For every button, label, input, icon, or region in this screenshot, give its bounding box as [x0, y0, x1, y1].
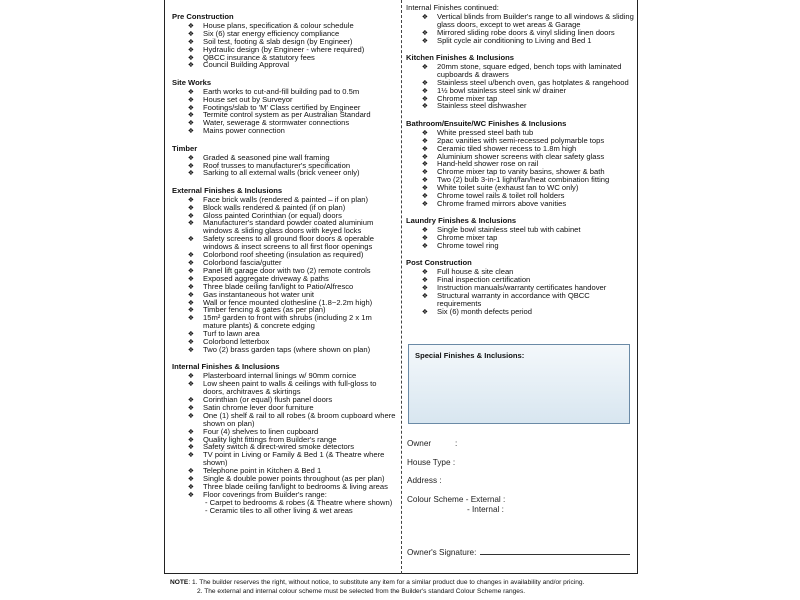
list-item-text: Safety switch & direct-wired smoke detectors [203, 442, 355, 452]
list-item-text: Council Building Approval [203, 60, 290, 70]
diamond-bullet-icon: ❖ [421, 127, 429, 137]
list-item [406, 63, 634, 79]
diamond-bullet-icon: ❖ [421, 27, 429, 37]
list-item [406, 102, 634, 110]
item-list [406, 13, 634, 45]
section [406, 4, 634, 45]
list-item-text: Satin chrome lever door furniture [203, 402, 314, 412]
list-item-text: Chrome framed mirrors above vanities [437, 198, 567, 208]
diamond-bullet-icon: ❖ [187, 426, 195, 436]
section-title: Kitchen Finishes & Inclusions [406, 53, 515, 63]
list-item-text: Two (2) bulb 3-in-1 light/fan/heat combination fitting [437, 175, 610, 185]
section-title: Internal Finishes continued: [406, 3, 499, 12]
section [172, 79, 396, 135]
diamond-bullet-icon: ❖ [187, 297, 195, 307]
signature-line[interactable] [480, 547, 630, 555]
diamond-bullet-icon: ❖ [421, 135, 429, 145]
diamond-bullet-icon: ❖ [187, 218, 195, 228]
list-item-text: Ceramic tiled shower recess to 1.8m high [437, 143, 577, 153]
diamond-bullet-icon: ❖ [421, 198, 429, 208]
list-item [406, 13, 634, 29]
diamond-bullet-icon: ❖ [187, 281, 195, 291]
list-item-text: Panel lift garage door with two (2) remote controls [203, 265, 371, 275]
diamond-bullet-icon: ❖ [421, 241, 429, 251]
diamond-bullet-icon: ❖ [187, 160, 195, 170]
list-item-text: Instruction manuals/warranty certificates handover [437, 283, 607, 293]
diamond-bullet-icon: ❖ [187, 379, 195, 389]
list-item [406, 308, 634, 316]
list-item [406, 37, 634, 45]
diamond-bullet-icon: ❖ [187, 194, 195, 204]
diamond-bullet-icon: ❖ [187, 152, 195, 162]
list-item [172, 412, 396, 428]
address-label[interactable]: Address : [407, 476, 442, 485]
note-line-2: 2. The external and internal colour scheme must be selected from the Builder's standard Colour Scheme ranges. [197, 587, 526, 595]
section-title: Pre Construction [172, 12, 234, 21]
diamond-bullet-icon: ❖ [421, 11, 429, 21]
list-item [406, 242, 634, 250]
diamond-bullet-icon: ❖ [187, 402, 195, 412]
diamond-bullet-icon: ❖ [187, 257, 195, 267]
list-item-text: Soil test, footing & slab design (by Engineer) [203, 36, 353, 46]
house-type-label[interactable]: House Type : [407, 458, 456, 467]
diamond-bullet-icon: ❖ [187, 489, 195, 499]
diamond-bullet-icon: ❖ [187, 250, 195, 260]
list-item-text: Full house & site clean [437, 267, 514, 277]
diamond-bullet-icon: ❖ [187, 313, 195, 323]
diamond-bullet-icon: ❖ [187, 36, 195, 46]
list-item-text: Sarking to all external walls (brick veneer only) [203, 168, 360, 178]
special-finishes-box[interactable] [408, 344, 630, 424]
list-item-text: Water, sewerage & stormwater connections [203, 118, 350, 128]
list-item-text: Telephone point in Kitchen & Bed 1 [203, 466, 322, 476]
diamond-bullet-icon: ❖ [421, 35, 429, 45]
item-list [406, 268, 634, 315]
list-item-text: Graded & seasoned pine wall framing [203, 152, 330, 162]
list-item-text: Block walls rendered & painted (if on plan) [203, 202, 346, 212]
section [406, 120, 634, 208]
list-item-text: Two (2) brass garden taps (where shown on plan) [203, 344, 371, 354]
diamond-bullet-icon: ❖ [187, 434, 195, 444]
list-item-text: Single bowl stainless steel tub with cabinet [437, 225, 581, 235]
list-item [172, 451, 396, 467]
list-item-text: Safety screens to all ground floor doors & operable windows & insect screens to all first floor openings [203, 234, 374, 252]
list-item-text: Wall or fence mounted clothesline (1.8~2.2m high) [203, 297, 373, 307]
list-item-text: Three blade ceiling fan/light to Patio/Alfresco [203, 281, 354, 291]
list-item-text: Chrome mixer tap [437, 233, 498, 243]
diamond-bullet-icon: ❖ [187, 168, 195, 178]
colour-scheme-internal-label[interactable]: - Internal : [467, 505, 504, 514]
item-list [172, 22, 396, 69]
list-item-text: 20mm stone, square edged, bench tops with laminated cupboards & drawers [437, 61, 622, 79]
diamond-bullet-icon: ❖ [187, 289, 195, 299]
list-item-text: Quality light fittings from Builder's range [203, 434, 337, 444]
diamond-bullet-icon: ❖ [187, 474, 195, 484]
section-title: Internal Finishes & Inclusions [172, 362, 280, 372]
section-title: External Finishes & Inclusions [172, 185, 283, 195]
diamond-bullet-icon: ❖ [187, 210, 195, 220]
section [172, 13, 396, 69]
section [406, 259, 634, 315]
diamond-bullet-icon: ❖ [187, 450, 195, 460]
item-list [172, 372, 396, 514]
item-list [406, 129, 634, 208]
list-item-text: Mains power connection [203, 126, 285, 136]
list-item [406, 292, 634, 308]
list-item [172, 380, 396, 396]
list-item-text: White pressed steel bath tub [437, 127, 534, 137]
section [406, 54, 634, 110]
list-item-text: Colorbond roof sheeting (insulation as required) [203, 250, 364, 260]
diamond-bullet-icon: ❖ [187, 371, 195, 381]
diamond-bullet-icon: ❖ [421, 233, 429, 243]
diamond-bullet-icon: ❖ [421, 93, 429, 103]
list-item-text: Roof trusses to manufacturer's specification [203, 160, 351, 170]
diamond-bullet-icon: ❖ [421, 306, 429, 316]
list-item [172, 346, 396, 354]
diamond-bullet-icon: ❖ [187, 394, 195, 404]
item-list [406, 63, 634, 110]
diamond-bullet-icon: ❖ [187, 329, 195, 339]
list-item-text: Timber fencing & gates (as per plan) [203, 305, 326, 315]
owner-label: Owner [407, 439, 432, 448]
section-title: Site Works [172, 77, 212, 87]
diamond-bullet-icon: ❖ [187, 337, 195, 347]
diamond-bullet-icon: ❖ [187, 110, 195, 120]
list-item-text: Low sheen paint to walls & ceilings with full-gloss to doors, architraves & skirtings [203, 379, 377, 397]
list-item-text: Chrome mixer tap to vanity basins, shower & bath [437, 167, 605, 177]
list-item-text: Manufacturer's standard powder coated aluminium windows & sliding glass doors with keyed locks [203, 218, 374, 236]
diamond-bullet-icon: ❖ [187, 305, 195, 315]
diamond-bullet-icon: ❖ [187, 44, 195, 54]
diamond-bullet-icon: ❖ [187, 118, 195, 128]
owner-colon: : [455, 439, 458, 448]
diamond-bullet-icon: ❖ [187, 52, 195, 62]
list-item-text: House plans, specification & colour schedule [203, 20, 354, 30]
note-label: NOTE [170, 579, 189, 586]
diamond-bullet-icon: ❖ [421, 191, 429, 201]
list-item [172, 314, 396, 330]
list-item [406, 200, 634, 208]
diamond-bullet-icon: ❖ [421, 85, 429, 95]
section-title: Laundry Finishes & Inclusions [406, 216, 517, 226]
list-item [172, 61, 396, 69]
list-item-text: Six (6) star energy efficiency compliance [203, 28, 340, 38]
item-list [172, 196, 396, 354]
list-item-text: Colorbond fascia/gutter [203, 257, 282, 267]
owner-field[interactable] [407, 439, 458, 448]
diamond-bullet-icon: ❖ [421, 143, 429, 153]
list-item-text: Chrome towel rails & toilet roll holders [437, 191, 565, 201]
diamond-bullet-icon: ❖ [187, 86, 195, 96]
list-item-text: One (1) shelf & rail to all robes (& broom cupboard where shown on plan) [203, 410, 396, 428]
list-item-text: 15m² garden to front with shrubs (including 2 x 1m mature plants) & concrete edging [203, 313, 372, 331]
owner-signature-label: Owner's Signature: [407, 548, 477, 557]
section-title: Bathroom/Ensuite/WC Finishes & Inclusions [406, 118, 567, 128]
diamond-bullet-icon: ❖ [187, 126, 195, 136]
list-item-text: 2pac vanities with semi-recessed polymarble tops [437, 135, 605, 145]
diamond-bullet-icon: ❖ [187, 20, 195, 30]
diamond-bullet-icon: ❖ [421, 291, 429, 301]
section [172, 187, 396, 354]
diamond-bullet-icon: ❖ [421, 225, 429, 235]
list-item [172, 127, 396, 135]
owner-signature-field[interactable] [407, 547, 630, 557]
item-list [172, 88, 396, 135]
list-item-text: Exposed aggregate driveway & paths [203, 273, 329, 283]
footer-note [170, 579, 584, 596]
diamond-bullet-icon: ❖ [187, 102, 195, 112]
diamond-bullet-icon: ❖ [421, 61, 429, 71]
diamond-bullet-icon: ❖ [421, 175, 429, 185]
diamond-bullet-icon: ❖ [421, 275, 429, 285]
colour-scheme-external-label[interactable]: Colour Scheme - External : [407, 495, 506, 504]
list-item-text: Turf to lawn area [203, 329, 260, 339]
diamond-bullet-icon: ❖ [187, 410, 195, 420]
diamond-bullet-icon: ❖ [187, 28, 195, 38]
list-subitem: - Carpet to bedrooms & robes (& Theatre where shown) [205, 497, 393, 507]
list-item-text: Gloss painted Corinthian (or equal) doors [203, 210, 342, 220]
diamond-bullet-icon: ❖ [187, 202, 195, 212]
diamond-bullet-icon: ❖ [187, 234, 195, 244]
list-item-text: Plasterboard internal linings w/ 90mm cornice [203, 371, 357, 381]
list-item-text: Hand-held shower rose on rail [437, 159, 539, 169]
item-list [406, 226, 634, 250]
list-item-text: House set out by Surveyor [203, 94, 293, 104]
list-item-text: Aluminium shower screens with clear safety glass [437, 151, 605, 161]
list-item-text: Stainless steel u/bench oven, gas hotplates & rangehood [437, 77, 629, 87]
diamond-bullet-icon: ❖ [421, 151, 429, 161]
left-column [172, 13, 396, 524]
list-item-text: Gas instantaneous hot water unit [203, 289, 315, 299]
list-item [172, 219, 396, 235]
diamond-bullet-icon: ❖ [187, 60, 195, 70]
list-item-text: Structural warranty in accordance with QBCC requirements [437, 291, 590, 308]
list-item-text: TV point in Living or Family & Bed 1 (& Theatre where shown) [203, 450, 385, 468]
list-item-text: Floor coverings from Builder's range: [203, 489, 327, 499]
list-item-text: Hydraulic design (by Engineer - where required) [203, 44, 365, 54]
list-subitem: - Ceramic tiles to all other living & wet areas [205, 505, 353, 515]
diamond-bullet-icon: ❖ [187, 481, 195, 491]
diamond-bullet-icon: ❖ [421, 283, 429, 293]
list-item-text: QBCC insurance & statutory fees [203, 52, 315, 62]
diamond-bullet-icon: ❖ [187, 442, 195, 452]
diamond-bullet-icon: ❖ [421, 101, 429, 111]
column-divider [401, 0, 402, 574]
list-item-text: Colorbond letterbox [203, 337, 270, 347]
list-item-text: Earth works to cut-and-fill building pad to 0.5m [203, 86, 360, 96]
list-item-text: Chrome towel ring [437, 241, 499, 251]
item-list [172, 154, 396, 178]
diamond-bullet-icon: ❖ [421, 183, 429, 193]
diamond-bullet-icon: ❖ [187, 94, 195, 104]
list-item-text: White toilet suite (exhaust fan to WC only) [437, 183, 579, 193]
list-item-text: Stainless steel dishwasher [437, 101, 527, 111]
section-title: Post Construction [406, 258, 472, 268]
list-item [172, 235, 396, 251]
diamond-bullet-icon: ❖ [421, 159, 429, 169]
special-finishes-title: Special Finishes & Inclusions: [415, 351, 525, 360]
diamond-bullet-icon: ❖ [187, 344, 195, 354]
list-item-text: Six (6) month defects period [437, 306, 532, 316]
right-column [406, 4, 634, 325]
section [172, 145, 396, 178]
diamond-bullet-icon: ❖ [421, 167, 429, 177]
list-item-text: Chrome mixer tap [437, 93, 498, 103]
list-item-text: Corinthian (or equal) flush panel doors [203, 394, 333, 404]
list-item-text: Footings/slab to 'M' Class certified by Engineer [203, 102, 361, 112]
diamond-bullet-icon: ❖ [187, 265, 195, 275]
list-item-text: Four (4) shelves to linen cupboard [203, 426, 319, 436]
section-title: Timber [172, 143, 198, 153]
list-item-text: Single & double power points throughout (as per plan) [203, 474, 385, 484]
section [172, 363, 396, 514]
list-item-text: Termite control system as per Australian Standard [203, 110, 371, 120]
diamond-bullet-icon: ❖ [421, 77, 429, 87]
list-item [172, 169, 396, 177]
section [406, 217, 634, 250]
diamond-bullet-icon: ❖ [421, 267, 429, 277]
diamond-bullet-icon: ❖ [187, 273, 195, 283]
note-line-1: : 1. The builder reserves the right, without notice, to substitute any item for a similar product due to changes in availability and/or pricing. [188, 579, 585, 586]
list-item-text: Mirrored sliding robe doors & vinyl sliding linen doors [437, 27, 615, 37]
list-item-text: Split cycle air conditioning to Living and Bed 1 [437, 35, 592, 45]
list-item-text: Vertical blinds from Builder's range to all windows & sliding glass doors, except to wet areas & Garage [437, 11, 634, 29]
list-item-text: 1½ bowl stainless steel sink w/ drainer [437, 85, 567, 95]
diamond-bullet-icon: ❖ [187, 466, 195, 476]
list-item-text: Three blade ceiling fan/light to bedrooms & living areas [203, 481, 388, 491]
list-item-text: Final inspection certification [437, 275, 531, 285]
list-item-text: Face brick walls (rendered & painted – if on plan) [203, 194, 369, 204]
